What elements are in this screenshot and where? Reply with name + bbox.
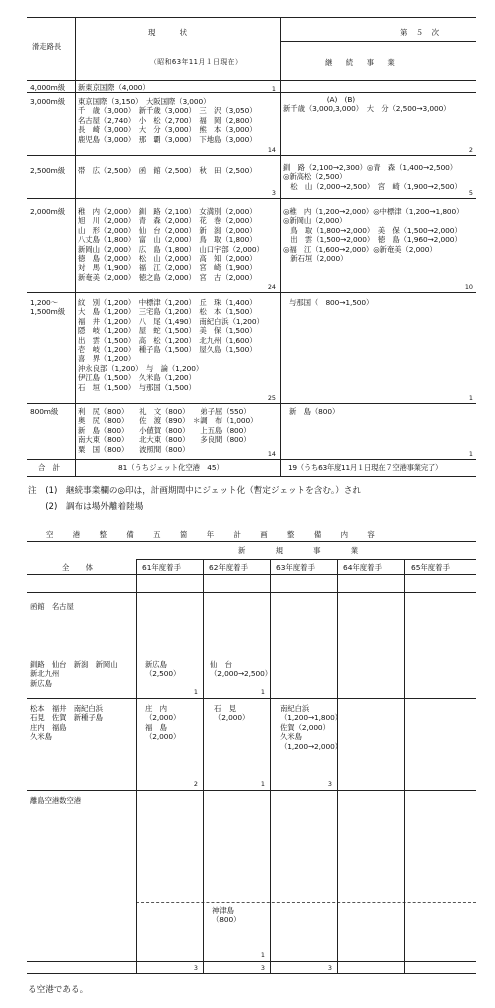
continuing-count: 10	[464, 283, 473, 291]
continuing-header: 継 続 事 業	[325, 58, 398, 67]
plan-61-count: 1	[193, 688, 198, 696]
table-border-bottom	[27, 476, 476, 477]
col-header-61: 61年度着手	[142, 563, 181, 572]
row-divider	[27, 961, 476, 962]
plan-61-airports: 庄 内 （2,000） 福 島 （2,000）	[145, 704, 181, 742]
row-divider	[27, 403, 476, 404]
runway-class: 2,500m級	[30, 166, 66, 175]
plan-title: 空 港 整 備 五 箇 年 計 画 整 備 内 容	[46, 530, 381, 539]
runway-class: 1,200〜 1,500m級	[30, 298, 66, 317]
current-airports: 利 尻（800） 礼 文（800） 弟子屈（550） 奥 尻（800） 佐 渡（890） ＊調 布（1,000） 新 島（800） 小値賀（800） 上五島（800） 南大東（800） 北大東（800） 多良間（800） 粟 国（800） 波照間（800）	[78, 407, 258, 454]
row-divider	[27, 592, 476, 593]
runway-class: 3,000m級	[30, 97, 66, 106]
plan-63-total: 3	[327, 964, 332, 972]
plan-62-count: 1	[260, 688, 265, 696]
table-border-top	[27, 541, 476, 542]
note-2: (2) 調布は場外離着陸場	[28, 502, 144, 512]
plan-61-total: 3	[193, 964, 198, 972]
continuing-count: 1	[468, 394, 473, 402]
current-airports: 帯 広（2,500） 函 館（2,500） 秋 田（2,500）	[78, 166, 257, 175]
current-subheader: （昭和63年11月１日現在）	[150, 58, 243, 66]
total-current: 81（うちジェット化空港 45）	[118, 463, 224, 472]
plan-63-count: 3	[327, 780, 332, 788]
col-divider	[270, 559, 271, 973]
table-border-bottom	[27, 973, 476, 974]
table-border-top	[27, 17, 476, 18]
continuing-count: 2	[468, 146, 473, 154]
plan-header: 第 ５ 次	[400, 28, 440, 37]
header-bottom	[27, 80, 476, 81]
current-count: 24	[267, 283, 276, 291]
row-divider	[27, 459, 476, 460]
col-header-63: 63年度着手	[276, 563, 315, 572]
runway-class: 4,000m級	[30, 83, 66, 92]
new-projects-header: 新 規 事 業	[238, 546, 361, 555]
col-header-all: 全 体	[62, 563, 94, 572]
note-1: 注 (1) 継続事業欄の◎印は，計画期間中にジェット化（暫定ジェットを含む。）され	[28, 486, 361, 496]
plan-all-airports: 釧路 仙台 新潟 新岡山 新北九州 新広島	[30, 660, 118, 688]
row-divider	[27, 292, 476, 293]
continuing-airports: ◎稚 内（1,200→2,000）◎中標津（1,200→1,800） ◎新岡山（2,000） 鳥 取（1,800→2,000） 美 保（1,500→2,000） 出 雲（1,500→2,000） 徳 島（1,960→2,000） ◎福 江（1,600→2,000）◎新奄美（2,000） 新石垣（2,000）	[283, 207, 464, 264]
plan-62-total: 3	[260, 964, 265, 972]
header-bottom	[27, 574, 476, 575]
dashed-divider	[136, 902, 476, 903]
continuing-airports: 釧 路（2,100→2,300）◎青 森（1,400→2,500） ◎新高松（2,500） 松 山（2,000→2,500） 宮 崎（1,900→2,500）	[283, 163, 462, 191]
continuing-count: 1	[468, 450, 473, 458]
current-count: 1	[271, 85, 276, 93]
col-divider	[203, 559, 204, 973]
current-count: 25	[267, 394, 276, 402]
continuing-airports: (A) (B) 新千歳（3,000,3,000） 大 分（2,500→3,000）	[283, 95, 451, 114]
plan-63-airports: 南紀白浜 （1,200→1,800） 佐賀（2,000） 久米島 （1,200→2,000）	[280, 704, 342, 751]
col-divider	[75, 17, 76, 476]
current-airports: 稚 内（2,000） 釧 路（2,100） 女満別（2,000） 旭 川（2,000） 青 森（2,000） 花 巻（2,000） 山 形（2,000） 仙 台（2,000） 新 潟（2,000） 八丈島（1,800） 富 山（2,000） 鳥 取（1,800） 新岡山（2,000） 広 島（1,800） 山口宇部（2,000） 徳 島（2,000） 松 山（2,000） 高 知（2,000） 対 馬（1,900） 福 江（2,000） 宮 崎（1,900） 新奄美（2,000） 徳之島（2,000） 宮 古（2,000）	[78, 207, 264, 282]
current-airports: 紋 別（1,200） 中標津（1,200） 丘 珠（1,400） 大 島（1,200） 三宅島（1,200） 松 本（1,500） 福 井（1,200） 八 尾（1,490） 南紀白浜（1,200） 隠 岐（1,200） 屋 蛇（1,500） 美 保（1,500） 出 雲（1,500） 高 松（1,200） 北九州（1,600） 壱 岐（1,200） 種子島（1,500） 屋久島（1,500） 喜 界（1,200） 沖永良部（1,200） 与 論（1,200） 伊江島（1,500） 久米島（1,200） 石 垣（1,500） 与那国（1,500）	[78, 298, 264, 392]
plan-61-count: 2	[193, 780, 198, 788]
plan-all-airports: 松本 福井 南紀白浜 石見 佐賀 新種子島 庄内 福島 久米島	[30, 704, 103, 742]
current-count: 14	[267, 450, 276, 458]
col-divider	[337, 559, 338, 973]
runway-class: 800m級	[30, 407, 59, 416]
col-divider	[280, 17, 281, 476]
plan-62-count: 1	[260, 780, 265, 788]
total-continuing: 19（うち63年度11月１日現在７空港事業完了）	[288, 463, 443, 472]
plan-62-airports: 仙 台 （2,000→2,500）	[210, 660, 272, 679]
continuing-airports: 与那国（ 800→1,500）	[289, 298, 374, 307]
header-divider	[280, 41, 476, 42]
col-header-62: 62年度着手	[209, 563, 248, 572]
col-divider	[404, 559, 405, 973]
current-airports: 東京国際（3,150） 大阪国際（3,000） 千 歳（3,000） 新千歳（3,000） 三 沢（3,050） 名古屋（2,740） 小 松（2,700） 福 岡（2,800） 長 崎（3,000） 大 分（3,000） 熊 本（3,000） 鹿児島（3,000） 那 覇（3,000） 下地島（3,000）	[78, 97, 257, 144]
current-count: 3	[271, 189, 276, 197]
col-header-64: 64年度着手	[343, 563, 382, 572]
continuing-airports: 新 島（800）	[289, 407, 340, 416]
row-divider	[27, 198, 476, 199]
runway-length-header: 滑走路長	[32, 42, 62, 51]
row-divider	[27, 698, 476, 699]
plan-61-airports: 新広島 （2,500）	[145, 660, 181, 679]
row-divider	[27, 155, 476, 156]
plan-62-airports: 神津島 （800）	[212, 906, 241, 925]
continuing-count: 5	[468, 189, 473, 197]
plan-62-count: 1	[260, 951, 265, 959]
runway-class: 2,000m級	[30, 207, 66, 216]
col-divider	[136, 559, 137, 973]
col-header-65: 65年度着手	[411, 563, 450, 572]
current-count: 14	[267, 146, 276, 154]
current-airports: 新東京国際（4,000）	[78, 83, 150, 92]
total-label: 合 計	[38, 463, 60, 472]
row-divider	[27, 790, 476, 791]
plan-62-airports: 石 見 （2,000）	[214, 704, 250, 723]
footer-text: る空港である。	[28, 985, 89, 995]
current-header: 現 状	[148, 28, 188, 37]
plan-all-airports: 離島空港数空港	[30, 796, 82, 805]
header-divider	[136, 559, 476, 560]
plan-all-airports: 函館 名古屋	[30, 602, 74, 611]
